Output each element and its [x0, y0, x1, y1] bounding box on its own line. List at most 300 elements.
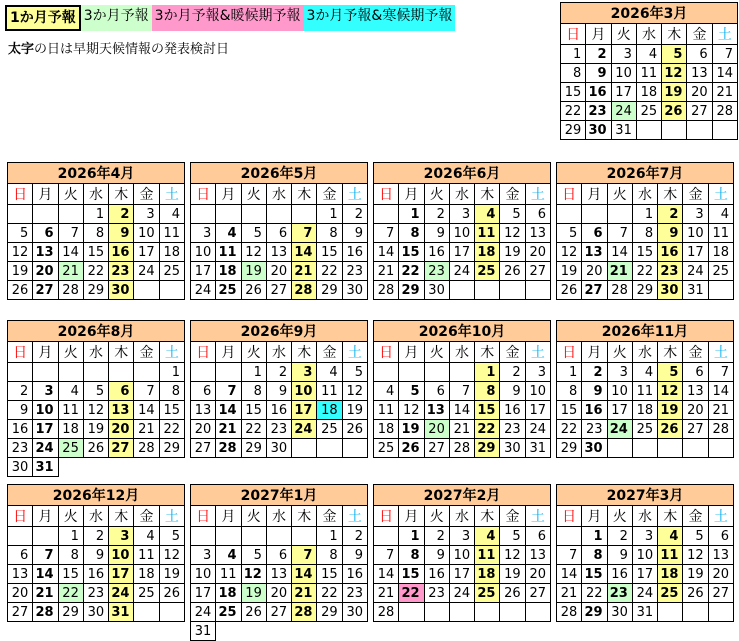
blank-area: [216, 622, 241, 641]
day-cell: 17: [449, 243, 474, 262]
day-cell: 26: [557, 281, 582, 300]
day-cell: 19: [8, 262, 33, 281]
weekday-header: 金: [500, 184, 525, 205]
day-cell: 4: [475, 527, 500, 546]
day-cell: 6: [582, 224, 607, 243]
day-cell: 11: [708, 224, 733, 243]
weekday-header: 金: [683, 184, 708, 205]
day-cell: 13: [708, 546, 733, 565]
day-cell: 19: [683, 565, 708, 584]
day-cell: 15: [317, 243, 342, 262]
weekday-header: 火: [424, 184, 449, 205]
calendar-2026-05: [190, 162, 368, 300]
day-cell: 5: [241, 546, 266, 565]
day-cell: 29: [557, 439, 582, 458]
day-cell: 27: [424, 439, 449, 458]
day-cell: 29: [58, 603, 83, 622]
day-cell: 2: [424, 205, 449, 224]
day-cell: 16: [658, 243, 683, 262]
day-cell: 11: [632, 382, 657, 401]
month-table: [7, 162, 185, 300]
day-cell: 28: [708, 420, 733, 439]
legend-3month-forecast: 3か月予報: [81, 5, 152, 31]
day-cell: 8: [582, 546, 607, 565]
day-cell: 23: [266, 420, 291, 439]
day-cell: 2: [342, 527, 367, 546]
day-cell: 20: [33, 262, 58, 281]
empty-day-cell: [241, 205, 266, 224]
day-cell: 15: [83, 243, 108, 262]
day-cell: 10: [683, 224, 708, 243]
day-cell: 21: [216, 420, 241, 439]
day-cell: 3: [191, 546, 216, 565]
day-cell: 5: [683, 527, 708, 546]
day-cell: 19: [241, 584, 266, 603]
empty-day-cell: [191, 205, 216, 224]
day-cell: 28: [374, 603, 399, 622]
day-cell: 11: [317, 382, 342, 401]
day-cell: 21: [374, 584, 399, 603]
blank-area: [159, 458, 184, 477]
day-cell: 2: [586, 45, 611, 64]
day-cell: 24: [134, 262, 159, 281]
day-cell: 26: [500, 262, 525, 281]
month-title: 2026年5月: [191, 163, 368, 184]
month-table: [7, 484, 185, 622]
day-cell: 4: [708, 205, 733, 224]
day-cell: 24: [109, 584, 134, 603]
day-cell: 18: [159, 243, 184, 262]
empty-day-cell: [266, 527, 291, 546]
day-cell: 12: [557, 243, 582, 262]
day-cell: 20: [266, 262, 291, 281]
day-cell: 17: [611, 83, 636, 102]
day-cell: 23: [582, 420, 607, 439]
day-cell: 26: [241, 603, 266, 622]
day-cell: 22: [399, 262, 424, 281]
day-cell: 3: [525, 363, 550, 382]
day-cell: 11: [475, 546, 500, 565]
empty-day-cell: [557, 205, 582, 224]
weekday-header: 月: [216, 506, 241, 527]
day-cell: 13: [687, 64, 712, 83]
day-cell: 11: [159, 224, 184, 243]
day-cell: 5: [658, 363, 683, 382]
day-cell: 18: [216, 584, 241, 603]
day-cell: 16: [342, 243, 367, 262]
day-cell: 17: [191, 262, 216, 281]
empty-day-cell: [424, 603, 449, 622]
day-cell: 18: [374, 420, 399, 439]
day-cell: 16: [266, 401, 291, 420]
day-cell: 21: [292, 262, 317, 281]
day-cell: 26: [83, 439, 108, 458]
weekday-header: 月: [586, 24, 611, 45]
month-table: [7, 320, 185, 477]
day-cell: 15: [475, 401, 500, 420]
day-cell: 10: [109, 546, 134, 565]
day-cell: 22: [561, 102, 586, 121]
day-cell: 8: [317, 224, 342, 243]
day-cell: 8: [159, 382, 184, 401]
day-cell: 7: [712, 45, 737, 64]
day-cell: 20: [683, 401, 708, 420]
day-cell: 12: [342, 382, 367, 401]
day-cell: 1: [399, 527, 424, 546]
empty-day-cell: [582, 205, 607, 224]
weekday-header: 木: [658, 506, 683, 527]
day-cell: 13: [424, 401, 449, 420]
day-cell: 31: [525, 439, 550, 458]
day-cell: 3: [449, 527, 474, 546]
weekday-header: 土: [708, 342, 733, 363]
day-cell: 15: [58, 565, 83, 584]
day-cell: 9: [424, 224, 449, 243]
day-cell: 13: [266, 243, 291, 262]
day-cell: 30: [266, 439, 291, 458]
empty-day-cell: [475, 281, 500, 300]
blank-area: [292, 622, 317, 641]
day-cell: 9: [83, 546, 108, 565]
day-cell: 4: [216, 224, 241, 243]
day-cell: 12: [241, 243, 266, 262]
empty-day-cell: [424, 363, 449, 382]
empty-day-cell: [475, 603, 500, 622]
weekday-header: 火: [424, 342, 449, 363]
day-cell: 5: [500, 205, 525, 224]
calendar-2027-03: [556, 484, 734, 622]
day-cell: 26: [399, 439, 424, 458]
day-cell: 20: [109, 420, 134, 439]
day-cell: 6: [687, 45, 712, 64]
weekday-header: 木: [109, 342, 134, 363]
day-cell: 26: [241, 281, 266, 300]
day-cell: 30: [582, 439, 607, 458]
weekday-header: 月: [582, 342, 607, 363]
blank-area: [317, 622, 342, 641]
empty-day-cell: [712, 121, 737, 140]
day-cell: 6: [708, 527, 733, 546]
day-cell: 12: [159, 546, 184, 565]
day-cell: 6: [525, 527, 550, 546]
empty-day-cell: [266, 205, 291, 224]
weekday-header: 土: [159, 184, 184, 205]
day-cell: 17: [632, 565, 657, 584]
weekday-header: 木: [292, 184, 317, 205]
day-cell: 10: [449, 546, 474, 565]
day-cell: 22: [83, 262, 108, 281]
day-cell: 3: [292, 363, 317, 382]
day-cell: 1: [317, 527, 342, 546]
weekday-header: 木: [475, 506, 500, 527]
day-cell: 30: [500, 439, 525, 458]
calendar-2026-10: [373, 320, 551, 458]
day-cell: 4: [636, 45, 661, 64]
day-cell: 15: [561, 83, 586, 102]
day-cell: 13: [683, 382, 708, 401]
empty-day-cell: [342, 439, 367, 458]
day-cell: 17: [109, 565, 134, 584]
weekday-header: 日: [374, 506, 399, 527]
weekday-header: 月: [399, 184, 424, 205]
empty-day-cell: [58, 363, 83, 382]
day-cell: 12: [658, 382, 683, 401]
day-cell: 24: [525, 420, 550, 439]
empty-day-cell: [449, 603, 474, 622]
day-cell: 31: [191, 622, 216, 641]
day-cell: 27: [525, 262, 550, 281]
day-cell: 30: [607, 603, 632, 622]
day-cell: 14: [708, 382, 733, 401]
weekday-header: 日: [191, 184, 216, 205]
empty-day-cell: [58, 205, 83, 224]
empty-day-cell: [607, 439, 632, 458]
day-cell: 26: [159, 584, 184, 603]
weekday-header: 金: [500, 342, 525, 363]
weekday-header: 日: [8, 506, 33, 527]
day-cell: 16: [109, 243, 134, 262]
day-cell: 3: [449, 205, 474, 224]
weekday-header: 土: [159, 342, 184, 363]
day-cell: 19: [658, 401, 683, 420]
day-cell: 3: [632, 527, 657, 546]
weekday-header: 月: [399, 342, 424, 363]
day-cell: 24: [449, 584, 474, 603]
month-title: 2026年4月: [8, 163, 185, 184]
bold-date-note-text: の日は早期天候情報の発表検討日: [34, 42, 230, 57]
day-cell: 4: [658, 527, 683, 546]
day-cell: 12: [8, 243, 33, 262]
day-cell: 3: [109, 527, 134, 546]
day-cell: 18: [216, 262, 241, 281]
day-cell: 5: [342, 363, 367, 382]
blank-area: [342, 622, 367, 641]
legend-1month-forecast: 1か月予報: [5, 5, 81, 31]
weekday-header: 水: [83, 342, 108, 363]
legend-3month-warm-season-forecast: 3か月予報&暖候期予報: [152, 5, 304, 31]
day-cell: 24: [33, 439, 58, 458]
day-cell: 19: [159, 565, 184, 584]
day-cell: 15: [399, 565, 424, 584]
day-cell: 23: [658, 262, 683, 281]
day-cell: 9: [658, 224, 683, 243]
day-cell: 8: [58, 546, 83, 565]
weekday-header: 土: [342, 506, 367, 527]
day-cell: 9: [424, 546, 449, 565]
calendar-2026-09: [190, 320, 368, 458]
day-cell: 3: [607, 363, 632, 382]
day-cell: 16: [424, 243, 449, 262]
weekday-header: 日: [374, 184, 399, 205]
day-cell: 14: [58, 243, 83, 262]
day-cell: 18: [475, 565, 500, 584]
day-cell: 22: [159, 420, 184, 439]
month-table: [190, 320, 368, 458]
day-cell: 13: [33, 243, 58, 262]
day-cell: 10: [632, 546, 657, 565]
blank-area: [109, 458, 134, 477]
weekday-header: 火: [607, 342, 632, 363]
day-cell: 6: [683, 363, 708, 382]
day-cell: 1: [83, 205, 108, 224]
day-cell: 21: [607, 262, 632, 281]
month-table: [556, 320, 734, 458]
empty-day-cell: [134, 603, 159, 622]
weekday-header: 木: [292, 342, 317, 363]
day-cell: 13: [109, 401, 134, 420]
day-cell: 11: [636, 64, 661, 83]
day-cell: 9: [582, 382, 607, 401]
weekday-header: 火: [58, 506, 83, 527]
weekday-header: 日: [557, 184, 582, 205]
day-cell: 29: [399, 281, 424, 300]
weekday-header: 木: [109, 506, 134, 527]
empty-day-cell: [216, 527, 241, 546]
day-cell: 3: [191, 224, 216, 243]
empty-day-cell: [607, 205, 632, 224]
month-table: [373, 484, 551, 622]
day-cell: 25: [159, 262, 184, 281]
weekday-header: 水: [266, 506, 291, 527]
day-cell: 4: [159, 205, 184, 224]
empty-day-cell: [191, 527, 216, 546]
weekday-header: 水: [632, 184, 657, 205]
day-cell: 22: [241, 420, 266, 439]
day-cell: 23: [500, 420, 525, 439]
weekday-header: 火: [58, 342, 83, 363]
weekday-header: 月: [33, 342, 58, 363]
day-cell: 30: [8, 458, 33, 477]
weekday-header: 水: [636, 24, 661, 45]
day-cell: 31: [611, 121, 636, 140]
calendar-2026-11: [556, 320, 734, 458]
day-cell: 25: [134, 584, 159, 603]
day-cell: 6: [33, 224, 58, 243]
empty-day-cell: [449, 281, 474, 300]
day-cell: 25: [658, 584, 683, 603]
day-cell: 22: [317, 262, 342, 281]
weekday-header: 土: [708, 184, 733, 205]
day-cell: 25: [216, 281, 241, 300]
day-cell: 1: [399, 205, 424, 224]
empty-day-cell: [33, 363, 58, 382]
day-cell: 31: [683, 281, 708, 300]
weekday-header: 土: [342, 184, 367, 205]
day-cell: 29: [475, 439, 500, 458]
day-cell: 2: [500, 363, 525, 382]
month-title: 2026年9月: [191, 321, 368, 342]
empty-day-cell: [399, 363, 424, 382]
weekday-header: 火: [241, 184, 266, 205]
day-cell: 24: [611, 102, 636, 121]
day-cell: 15: [399, 243, 424, 262]
day-cell: 5: [500, 527, 525, 546]
day-cell: 28: [216, 439, 241, 458]
empty-day-cell: [292, 205, 317, 224]
day-cell: 4: [134, 527, 159, 546]
day-cell: 23: [342, 584, 367, 603]
weekday-header: 日: [557, 342, 582, 363]
day-cell: 22: [475, 420, 500, 439]
weekday-header: 火: [607, 184, 632, 205]
weekday-header: 水: [266, 184, 291, 205]
day-cell: 24: [449, 262, 474, 281]
day-cell: 5: [83, 382, 108, 401]
day-cell: 27: [266, 281, 291, 300]
day-cell: 1: [632, 205, 657, 224]
day-cell: 1: [561, 45, 586, 64]
weekday-header: 水: [632, 506, 657, 527]
bold-date-note: [8, 38, 229, 57]
day-cell: 14: [292, 565, 317, 584]
day-cell: 23: [109, 262, 134, 281]
day-cell: 23: [607, 584, 632, 603]
day-cell: 2: [607, 527, 632, 546]
day-cell: 16: [342, 565, 367, 584]
day-cell: 23: [342, 262, 367, 281]
weekday-header: 日: [191, 342, 216, 363]
day-cell: 16: [586, 83, 611, 102]
day-cell: 25: [317, 420, 342, 439]
empty-day-cell: [708, 603, 733, 622]
weekday-header: 日: [191, 506, 216, 527]
day-cell: 5: [399, 382, 424, 401]
calendar-2026-06: [373, 162, 551, 300]
day-cell: 7: [374, 546, 399, 565]
day-cell: 5: [159, 527, 184, 546]
day-cell: 27: [525, 584, 550, 603]
empty-day-cell: [525, 281, 550, 300]
day-cell: 28: [33, 603, 58, 622]
day-cell: 30: [342, 603, 367, 622]
empty-day-cell: [109, 363, 134, 382]
day-cell: 14: [292, 243, 317, 262]
day-cell: 18: [58, 420, 83, 439]
month-title: 2026年7月: [557, 163, 734, 184]
day-cell: 28: [292, 603, 317, 622]
weekday-header: 水: [449, 342, 474, 363]
day-cell: 15: [632, 243, 657, 262]
day-cell: 4: [58, 382, 83, 401]
day-cell: 14: [607, 243, 632, 262]
day-cell: 11: [374, 401, 399, 420]
day-cell: 29: [83, 281, 108, 300]
day-cell: 24: [632, 584, 657, 603]
day-cell: 23: [8, 439, 33, 458]
day-cell: 1: [582, 527, 607, 546]
day-cell: 27: [8, 603, 33, 622]
weekday-header: 火: [241, 506, 266, 527]
empty-day-cell: [374, 205, 399, 224]
day-cell: 22: [317, 584, 342, 603]
day-cell: 9: [342, 224, 367, 243]
weekday-header: 水: [449, 184, 474, 205]
empty-day-cell: [134, 281, 159, 300]
day-cell: 31: [33, 458, 58, 477]
day-cell: 18: [317, 401, 342, 420]
day-cell: 15: [159, 401, 184, 420]
day-cell: 26: [683, 584, 708, 603]
empty-day-cell: [292, 439, 317, 458]
day-cell: 27: [687, 102, 712, 121]
day-cell: 13: [266, 565, 291, 584]
day-cell: 7: [134, 382, 159, 401]
day-cell: 2: [8, 382, 33, 401]
weekday-header: 月: [33, 506, 58, 527]
empty-day-cell: [658, 439, 683, 458]
day-cell: 22: [582, 584, 607, 603]
day-cell: 7: [292, 546, 317, 565]
